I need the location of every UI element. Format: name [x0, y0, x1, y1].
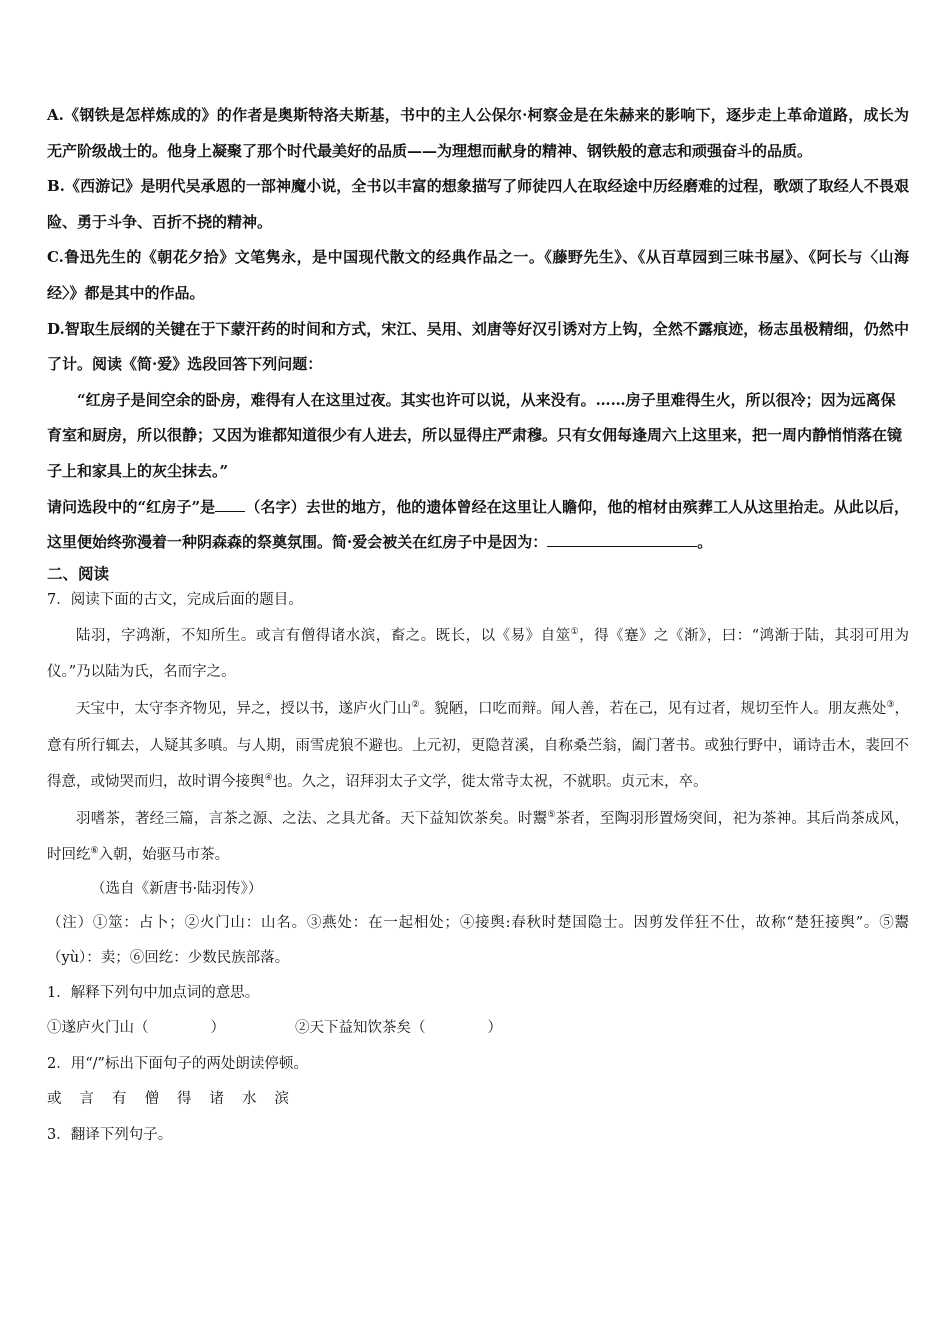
- option-c: [47, 240, 909, 311]
- passage-source: （选自《新唐书·陆羽传》）: [91, 880, 263, 897]
- section-title-reading: 二、阅读: [47, 563, 110, 583]
- quote-text: “红房子是间空余的卧房，难得有人在这里过夜。其实也许可以说，从来没有。……房子里难得生火，所以很冷；因为远离保育室和厨房，所以很静；又因为谁都知道很少有人进去，所以显得庄严肃穆。只有女佣每逢周六上这里来，把一周内静悄悄落在镜子上和家具上的灰尘抹去。”: [47, 390, 903, 480]
- document-page: [47, 98, 909, 1153]
- pause-char[interactable]: 僧: [144, 1091, 159, 1108]
- option-d-text: 智取生辰纲的关键在于下蒙汗药的时间和方式，宋江、吴用、刘唐等好汉引诱对方上钩，全然不露痕迹，杨志虽极精细，仍然中了计。阅读《简·爱》选段回答下列问题：: [47, 319, 909, 374]
- passage-para-1-a: 陆羽，字鸿渐，不知所生。或言有僧得诸水滨，畜之。既长，以《易》自筮: [76, 627, 571, 644]
- passage-para-2-c: ，意有所行辄去，人疑其多嗔。与人期，雨雪虎狼不避也。上元初，更隐苕溪，自称桑苎翁，阖门著书。或独行野中，诵诗击木，裴回不得意，或恸哭而归，故时谓今接舆: [47, 700, 909, 791]
- passage-para-3: [47, 801, 909, 874]
- option-d-label: D.: [47, 319, 65, 338]
- footnote-mark-5: ⑤: [547, 809, 556, 820]
- question-7-intro: 7．阅读下面的古文，完成后面的题目。: [47, 591, 303, 608]
- jane-eyre-quote: [47, 383, 909, 490]
- pause-char[interactable]: 得: [177, 1091, 192, 1108]
- option-c-text: 鲁迅先生的《朝花夕拾》文笔隽永，是中国现代散文的经典作品之一。《藤野先生》、《从百草园到三味书屋》、《阿长与〈山海经〉》都是其中的作品。: [47, 248, 909, 302]
- passage-para-2: [47, 691, 909, 801]
- option-a: [47, 98, 909, 169]
- passage-para-3-c: 入朝，始驱马市茶。: [98, 847, 230, 864]
- pause-char[interactable]: 滨: [274, 1091, 289, 1108]
- options-block: [47, 98, 909, 383]
- passage-para-3-a: 羽嗜茶，著经三篇，言茶之源、之法、之具尤备。天下益知饮茶矣。时鬻: [76, 810, 548, 827]
- option-b-label: B.: [47, 177, 65, 196]
- footnote-mark-4: ④: [264, 773, 273, 784]
- question-6-part2: （名字）去世的地方，他的遗体曾经在这里让人瞻仰，他的棺材由殡葬工人从这里抬走。从此以后，这里便始终弥漫着一种阴森森的祭奠氛围。简·爱会被关在红房子中是因为：: [47, 497, 909, 552]
- name-blank[interactable]: [215, 497, 245, 512]
- item-1-close: ）: [210, 1020, 225, 1037]
- footnote-mark-1: ①: [570, 626, 580, 637]
- pause-char[interactable]: 诸: [209, 1091, 224, 1108]
- passage-para-1-b: ，得《蹇》之《渐》，曰：“鸿渐于陆，其羽可用为仪。”乃以陆为氏，名而字之。: [47, 627, 909, 681]
- pause-char[interactable]: 或: [47, 1091, 62, 1108]
- passage-para-3-b: 茶者，至陶羽形置炀突间，祀为茶神。其后尚茶成风，时回纥: [47, 810, 910, 864]
- pause-char[interactable]: 言: [79, 1091, 94, 1108]
- pause-char[interactable]: 有: [112, 1091, 127, 1108]
- footnote-mark-3: ③: [886, 700, 895, 711]
- question-6-part1: 请问选段中的“红房子”是: [47, 497, 216, 516]
- sub-question-1-items: [47, 1011, 909, 1047]
- passage-para-2-a: 天宝中，太守李齐物见，异之，授以书，遂庐火门山: [76, 700, 412, 717]
- sub-question-1-item-1: ①遂庐火门山（: [47, 1020, 149, 1037]
- option-b-text: 《西游记》是明代吴承恩的一部神魔小说，全书以丰富的想象描写了师徒四人在取经途中历经磨难的过程，歌颂了取经人不畏艰险、勇于斗争、百折不挠的精神。: [47, 177, 909, 231]
- pause-sentence[interactable]: [47, 1082, 909, 1118]
- option-b: [47, 169, 909, 240]
- passage-notes: （注）①筮：占卜；②火门山：山名。③燕处：在一起相处；④接舆:春秋时楚国隐士。因剪发佯狂不仕，故称“楚狂接舆”。⑤鬻（yù）：卖；⑥回纥：少数民族部落。: [47, 914, 909, 966]
- option-a-text: 《钢铁是怎样炼成的》的作者是奥斯特洛夫斯基，书中的主人公保尔·柯察金是在朱赫来的影响下，逐步走上革命道路，成长为无产阶级战士的。他身上凝聚了那个时代最美好的品质——为理想而献身的精神、钢铁般的意志和顽强奋斗的品质。: [47, 106, 909, 160]
- question-6-block: [47, 490, 909, 561]
- sub-question-1-item-2: ②天下益知饮茶矣（: [295, 1020, 426, 1037]
- sub-question-3: 3．翻译下列句子。: [47, 1126, 173, 1143]
- question-6: [47, 490, 909, 561]
- footnote-mark-2: ②: [411, 700, 420, 711]
- option-a-label: A.: [47, 106, 64, 124]
- passage-para-2-b: 。貌陋，口吃而辩。闻人善，若在己，见有过者，规切至忤人。朋友燕处: [419, 700, 887, 717]
- pause-char[interactable]: 水: [242, 1091, 257, 1108]
- passage-para-2-d: 也。久之，诏拜羽太子文学，徙太常寺太祝，不就职。贞元末，卒。: [272, 774, 708, 791]
- option-d: [47, 312, 909, 383]
- item-2-close: ）: [487, 1020, 502, 1037]
- option-c-label: C.: [47, 248, 64, 267]
- question-7-block: [47, 587, 909, 1154]
- footnote-mark-6: ⑥: [90, 846, 99, 857]
- passage-para-1: [47, 618, 909, 691]
- question-6-part3: 。: [697, 533, 713, 552]
- reason-blank[interactable]: [547, 532, 697, 547]
- sub-question-1: 1．解释下列句中加点词的意思。: [47, 984, 260, 1001]
- sub-question-2: 2．用“/”标出下面句子的两处朗读停顿。: [47, 1055, 308, 1072]
